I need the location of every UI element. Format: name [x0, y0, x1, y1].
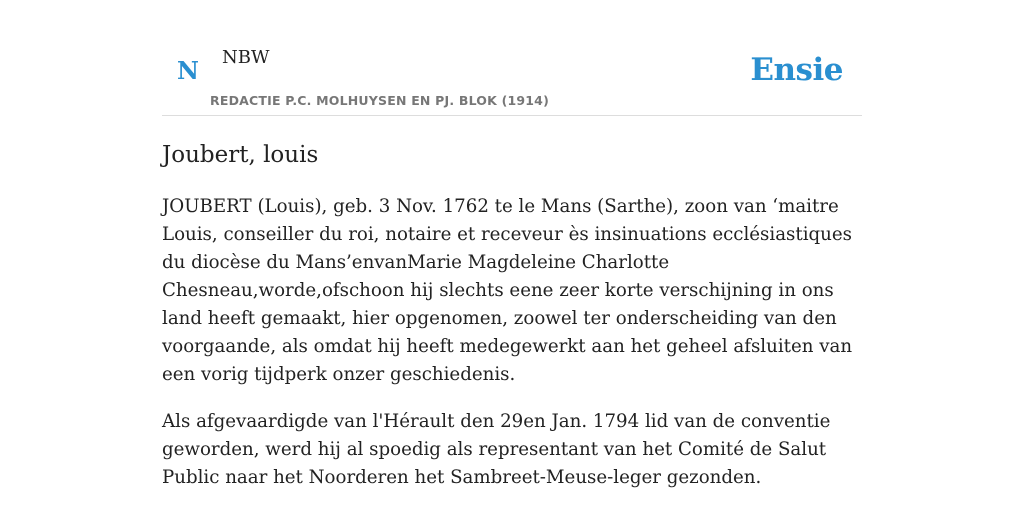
site-logo[interactable]: Ensie: [750, 52, 843, 88]
article-title: Joubert, louis: [162, 142, 319, 168]
source-abbreviation[interactable]: NBW: [222, 47, 270, 68]
article-paragraph: JOUBERT (Louis), geb. 3 Nov. 1762 te le Mans (Sarthe), zoon van ‘maitre Louis, conseiller du roi, notaire et receveur ès insinuations ecclésiastiques du diocèse du Mans’envanMarie Magdeleine Charlotte Chesneau,worde,ofschoon hij slechts eene zeer korte verschijning in ons land heeft gemaakt, hier opgenomen, zoowel ter onderscheiding van den voorgaande, als omdat hij heeft medegewerkt aan het geheel afsluiten van een vorig tijdperk onzer geschiedenis.: [162, 196, 853, 385]
source-logo[interactable]: N: [177, 56, 199, 85]
source-editors: REDACTIE P.C. MOLHUYSEN EN PJ. BLOK (1914): [210, 93, 549, 108]
article-page: [162, 0, 862, 492]
source-header: [162, 0, 862, 116]
article-paragraph: Als afgevaardigde van l'Hérault den 29en Jan. 1794 lid van de conventie geworden, werd hij al spoedig als representant van het Comité de Salut Public naar het Noorderen het Sambreet-Meuse-leger gezonden.: [162, 411, 831, 488]
